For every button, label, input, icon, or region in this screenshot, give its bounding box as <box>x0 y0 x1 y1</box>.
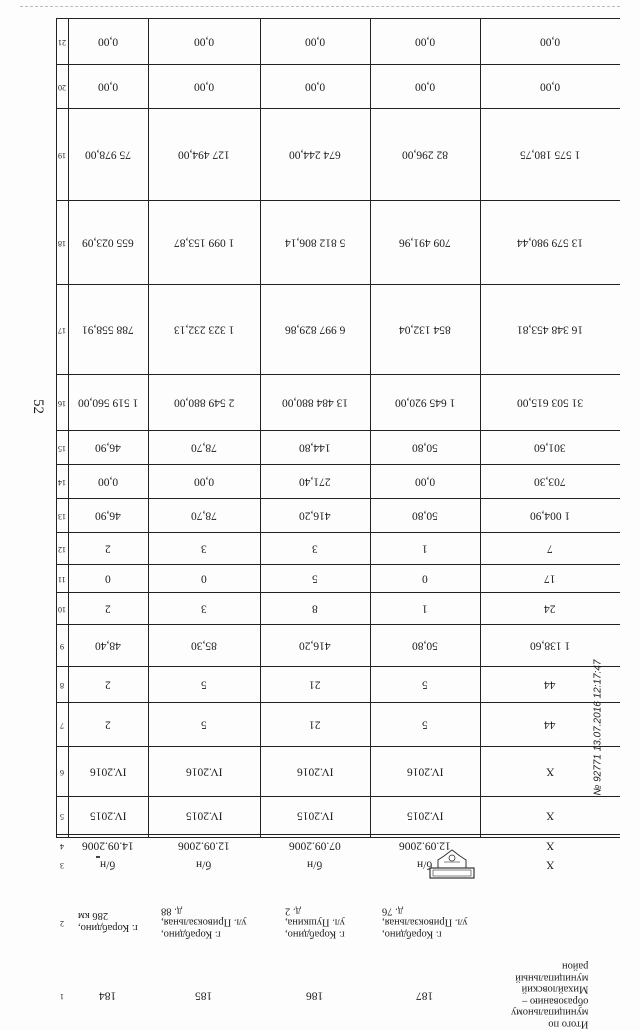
table-cell-text: б/н <box>100 858 116 871</box>
table-cell <box>148 592 260 624</box>
table-cell-text: б/н <box>417 858 433 871</box>
table-cell <box>148 872 260 972</box>
table-cell-text: г. Корабдино, 286 км <box>78 911 138 934</box>
table-cell <box>370 564 480 592</box>
table-cell <box>148 624 260 666</box>
column-number-text: 7 <box>60 720 64 730</box>
total-cell-text: 13 579 980,44 <box>516 236 584 249</box>
table-cell-text: 46,90 <box>95 441 121 454</box>
column-number <box>56 746 68 796</box>
table-cell <box>370 64 480 108</box>
column-number-text: 2 <box>60 918 64 928</box>
table-cell-text: 3 <box>201 602 207 615</box>
table-cell-text: 0,00 <box>97 475 119 488</box>
table-cell-text: IV.2015 <box>185 809 223 822</box>
column-number-text: 5 <box>60 811 64 821</box>
column-number <box>56 666 68 702</box>
total-cell-text: 301,60 <box>534 441 566 454</box>
total-cell <box>480 592 620 624</box>
table-cell <box>260 592 370 624</box>
table-cell <box>68 592 148 624</box>
column-number <box>56 430 68 464</box>
table-cell <box>260 746 370 796</box>
column-number <box>56 284 68 374</box>
column-number <box>56 624 68 666</box>
total-cell-text: 44 <box>544 718 556 731</box>
table-cell <box>148 564 260 592</box>
table-cell-text: 0,00 <box>414 80 436 93</box>
total-cell-text: 1 004,90 <box>529 509 571 522</box>
table-cell <box>68 796 148 834</box>
table-cell-text: 0,00 <box>304 35 326 48</box>
table-cell-text: 48,40 <box>95 639 121 652</box>
table-cell <box>148 972 260 1018</box>
total-cell-text: 703,30 <box>534 475 566 488</box>
total-cell <box>480 284 620 374</box>
table-cell-text: 144,80 <box>299 441 331 454</box>
table-cell <box>370 374 480 430</box>
table-cell-text: 0,00 <box>97 35 119 48</box>
total-cell <box>480 856 620 872</box>
column-number <box>56 200 68 284</box>
table-cell <box>370 624 480 666</box>
table-cell <box>68 498 148 532</box>
table-cell-text: 0,00 <box>193 80 215 93</box>
table-cell-text: 655 023,09 <box>82 236 134 249</box>
table-cell-text: 1 099 153,87 <box>173 236 235 249</box>
table-cell <box>148 18 260 64</box>
column-number-text: 13 <box>58 511 66 521</box>
table-cell <box>370 108 480 200</box>
table-cell <box>370 200 480 284</box>
table-cell <box>148 834 260 856</box>
table-cell-text: 21 <box>309 718 321 731</box>
table-cell <box>68 108 148 200</box>
table-cell <box>68 374 148 430</box>
table-cell-text: 0,00 <box>414 475 436 488</box>
column-number-text: 11 <box>58 574 66 584</box>
table-cell-text: 416,20 <box>299 509 331 522</box>
table-cell-text: 50,80 <box>412 509 438 522</box>
column-number-text: 4 <box>60 841 64 851</box>
table-cell <box>260 430 370 464</box>
table-cell-text: IV.2016 <box>185 765 223 778</box>
table-cell <box>68 972 148 1018</box>
table-cell-text: 2 <box>105 602 111 615</box>
total-cell-text: 7 <box>547 542 553 555</box>
table-cell-text: 21 <box>309 678 321 691</box>
column-number-text: 21 <box>58 37 66 47</box>
column-number <box>56 796 68 834</box>
table-cell <box>370 796 480 834</box>
table-cell <box>68 746 148 796</box>
table-cell-text: 1 645 920,00 <box>394 396 456 409</box>
table-cell-text: 12.09.2006 <box>178 839 230 852</box>
table-cell-text: 674 244,00 <box>289 148 341 161</box>
table-cell-text: 185 <box>195 989 213 1002</box>
table-cell-text: 788 558,91 <box>82 323 134 336</box>
column-number <box>56 374 68 430</box>
table-cell-text: 2 <box>105 718 111 731</box>
table-cell <box>148 498 260 532</box>
table-cell <box>68 464 148 498</box>
table-cell <box>370 702 480 746</box>
table-cell-text: 184 <box>99 989 117 1002</box>
column-number-text: 6 <box>60 767 64 777</box>
total-cell-text: 0,00 <box>539 35 561 48</box>
total-cell-text: Итого по муниципальному образованию – Михайловский муниципальный район <box>511 960 589 1030</box>
column-number-text: 17 <box>58 325 66 335</box>
column-number-text: 20 <box>58 82 66 92</box>
table-cell-text: 75 978,00 <box>85 148 131 161</box>
table-cell <box>68 624 148 666</box>
total-cell <box>480 200 620 284</box>
table-cell-text: 854 132,04 <box>399 323 451 336</box>
total-cell-text: 24 <box>544 602 556 615</box>
table-cell <box>68 666 148 702</box>
table-cell <box>260 872 370 972</box>
table-cell <box>370 498 480 532</box>
total-cell <box>480 564 620 592</box>
table-cell-text: 271,40 <box>299 475 331 488</box>
table-cell-text: 187 <box>416 989 434 1002</box>
table-cell-text: 0 <box>105 572 111 585</box>
table-cell-text: IV.2015 <box>296 809 334 822</box>
total-cell-text: 31 503 615,00 <box>516 396 584 409</box>
table-cell <box>148 464 260 498</box>
table-cell-text: 0,00 <box>304 80 326 93</box>
total-cell <box>480 532 620 564</box>
column-number <box>56 532 68 564</box>
table-cell <box>68 18 148 64</box>
table-cell <box>260 464 370 498</box>
total-cell <box>480 872 620 972</box>
table-cell-text: 6 997 829,86 <box>284 323 346 336</box>
table-cell-text: 46,90 <box>95 509 121 522</box>
table-cell-text: 50,80 <box>412 639 438 652</box>
table-cell <box>68 564 148 592</box>
table-cell-text: б/н <box>196 858 212 871</box>
total-cell-text: 17 <box>544 572 556 585</box>
table-cell <box>68 284 148 374</box>
column-number <box>56 872 68 972</box>
column-number-text: 1 <box>60 991 64 1001</box>
column-number-text: 9 <box>60 641 64 651</box>
table-cell-text: 0,00 <box>414 35 436 48</box>
column-number-text: 3 <box>60 860 64 870</box>
table-cell <box>148 856 260 872</box>
table-cell-text: 2 <box>105 678 111 691</box>
table-cell-text: 3 <box>201 542 207 555</box>
table-cell <box>148 200 260 284</box>
table-cell <box>260 972 370 1018</box>
table-cell <box>260 498 370 532</box>
table-cell <box>260 18 370 64</box>
column-number <box>56 64 68 108</box>
total-cell <box>480 374 620 430</box>
column-number-text: 15 <box>58 443 66 453</box>
table-cell-text: 13 484 880,00 <box>281 396 349 409</box>
total-cell <box>480 498 620 532</box>
page-number: 52 <box>30 399 46 414</box>
total-cell-text: 0,00 <box>539 80 561 93</box>
total-cell-text: 1 138,60 <box>529 639 571 652</box>
table-cell-text: 82 296,00 <box>402 148 448 161</box>
table-cell-text: IV.2016 <box>89 765 127 778</box>
table-cell <box>148 666 260 702</box>
table-cell-text: 709 491,96 <box>399 236 451 249</box>
table-cell-text: 14.09.2006 <box>82 839 134 852</box>
table-cell <box>260 702 370 746</box>
total-cell-text: 16 348 453,81 <box>516 323 584 336</box>
total-cell <box>480 108 620 200</box>
column-number <box>56 592 68 624</box>
table-cell-text: 5 812 806,14 <box>284 236 346 249</box>
table-cell <box>370 746 480 796</box>
table-cell-text: 12.09.2006 <box>399 839 451 852</box>
table-cell-text: 3 <box>312 542 318 555</box>
table-cell-text: 416,20 <box>299 639 331 652</box>
total-cell-text: X <box>545 858 555 871</box>
table-cell <box>148 796 260 834</box>
column-number <box>56 108 68 200</box>
table-cell <box>370 872 480 972</box>
table-cell-text: 0,00 <box>193 35 215 48</box>
table-cell <box>260 624 370 666</box>
table-cell <box>260 666 370 702</box>
total-cell-text: X <box>545 765 555 778</box>
total-cell <box>480 834 620 856</box>
table-cell <box>370 532 480 564</box>
table-cell-text: 5 <box>201 678 207 691</box>
table-cell <box>260 856 370 872</box>
table-cell-text: 1 <box>422 542 428 555</box>
table-cell-text: 1 323 232,13 <box>173 323 235 336</box>
table-cell <box>370 972 480 1018</box>
table-cell-text: 1 <box>422 602 428 615</box>
table-cell <box>148 108 260 200</box>
table-cell-text: 5 <box>422 678 428 691</box>
table-cell <box>260 200 370 284</box>
table-cell <box>370 18 480 64</box>
table-cell-text: 2 <box>105 542 111 555</box>
table-cell <box>260 834 370 856</box>
table-cell <box>148 702 260 746</box>
data-table <box>56 18 620 1030</box>
table-cell <box>260 564 370 592</box>
table-cell-text: г. Корабдино, ул. Привокзальная, д. 76 <box>382 905 468 940</box>
table-cell <box>68 532 148 564</box>
table-cell <box>148 430 260 464</box>
table-cell <box>68 200 148 284</box>
table-cell <box>148 64 260 108</box>
column-number <box>56 564 68 592</box>
table-cell <box>68 872 148 972</box>
table-cell-text: 8 <box>312 602 318 615</box>
table-cell <box>148 284 260 374</box>
table-cell <box>370 464 480 498</box>
table-cell-text: 5 <box>422 718 428 731</box>
table-cell-text: 2 549 880,00 <box>173 396 235 409</box>
table-cell-text: 85,30 <box>191 639 217 652</box>
table-cell-text: 0 <box>422 572 428 585</box>
column-number-text: 19 <box>58 150 66 160</box>
column-number <box>56 972 68 1018</box>
table-cell <box>370 284 480 374</box>
table-cell-text: 07.09.2006 <box>289 839 341 852</box>
ink-mark <box>96 856 100 858</box>
column-number <box>56 856 68 872</box>
table-cell-text: 127 494,00 <box>178 148 230 161</box>
table-cell-text: 0 <box>201 572 207 585</box>
column-number-text: 16 <box>58 398 66 408</box>
table-cell <box>68 64 148 108</box>
column-number-text: 14 <box>58 477 66 487</box>
table-cell-text: 0,00 <box>193 475 215 488</box>
table-cell <box>260 284 370 374</box>
table-cell <box>148 374 260 430</box>
column-number-text: 8 <box>60 680 64 690</box>
table-cell <box>260 374 370 430</box>
table-cell <box>260 108 370 200</box>
table-cell-text: IV.2016 <box>296 765 334 778</box>
total-cell <box>480 430 620 464</box>
total-cell <box>480 960 620 1030</box>
table-cell-text: 5 <box>201 718 207 731</box>
table-cell <box>68 430 148 464</box>
table-cell-text: б/н <box>307 858 323 871</box>
table-cell <box>148 532 260 564</box>
table-cell-text: г. Корабдино, ул. Пушкина, д. 2 <box>285 905 345 940</box>
table-cell-text: 78,70 <box>191 441 217 454</box>
total-cell <box>480 64 620 108</box>
table-cell-text: IV.2015 <box>406 809 444 822</box>
table-cell-text: IV.2016 <box>406 765 444 778</box>
total-cell-text: 44 <box>544 678 556 691</box>
table-cell <box>370 430 480 464</box>
table-cell-text: 5 <box>312 572 318 585</box>
total-cell <box>480 18 620 64</box>
column-number-text: 18 <box>58 238 66 248</box>
column-number <box>56 464 68 498</box>
column-number-text: 12 <box>58 544 66 554</box>
table-cell <box>260 532 370 564</box>
total-cell-text: X <box>545 839 555 852</box>
table-cell <box>370 592 480 624</box>
notary-stamp-icon <box>428 846 476 882</box>
table-cell-text: 1 519 560,00 <box>77 396 139 409</box>
table-cell <box>68 834 148 856</box>
table-cell <box>370 666 480 702</box>
column-number <box>56 498 68 532</box>
table-cell <box>260 796 370 834</box>
registration-text: № 92771 13.07.2016 12:17:47 <box>592 659 604 796</box>
total-cell-text: 1 575 180,75 <box>519 148 581 161</box>
column-number-text: 10 <box>58 604 66 614</box>
table-cell-text: 78,70 <box>191 509 217 522</box>
table-cell <box>260 64 370 108</box>
table-cell-text: 0,00 <box>97 80 119 93</box>
total-cell <box>480 464 620 498</box>
column-number <box>56 702 68 746</box>
column-number <box>56 834 68 856</box>
table-cell-text: 186 <box>306 989 324 1002</box>
top-dashed-line <box>20 6 620 7</box>
table-cell <box>68 856 148 872</box>
table-cell <box>68 702 148 746</box>
table-cell-text: IV.2015 <box>89 809 127 822</box>
table-cell-text: г. Корабдино, ул. Привокзальная, д. 88 <box>161 905 247 940</box>
column-number <box>56 18 68 64</box>
total-cell-text: X <box>545 809 555 822</box>
table-cell-text: 50,80 <box>412 441 438 454</box>
table-cell <box>148 746 260 796</box>
